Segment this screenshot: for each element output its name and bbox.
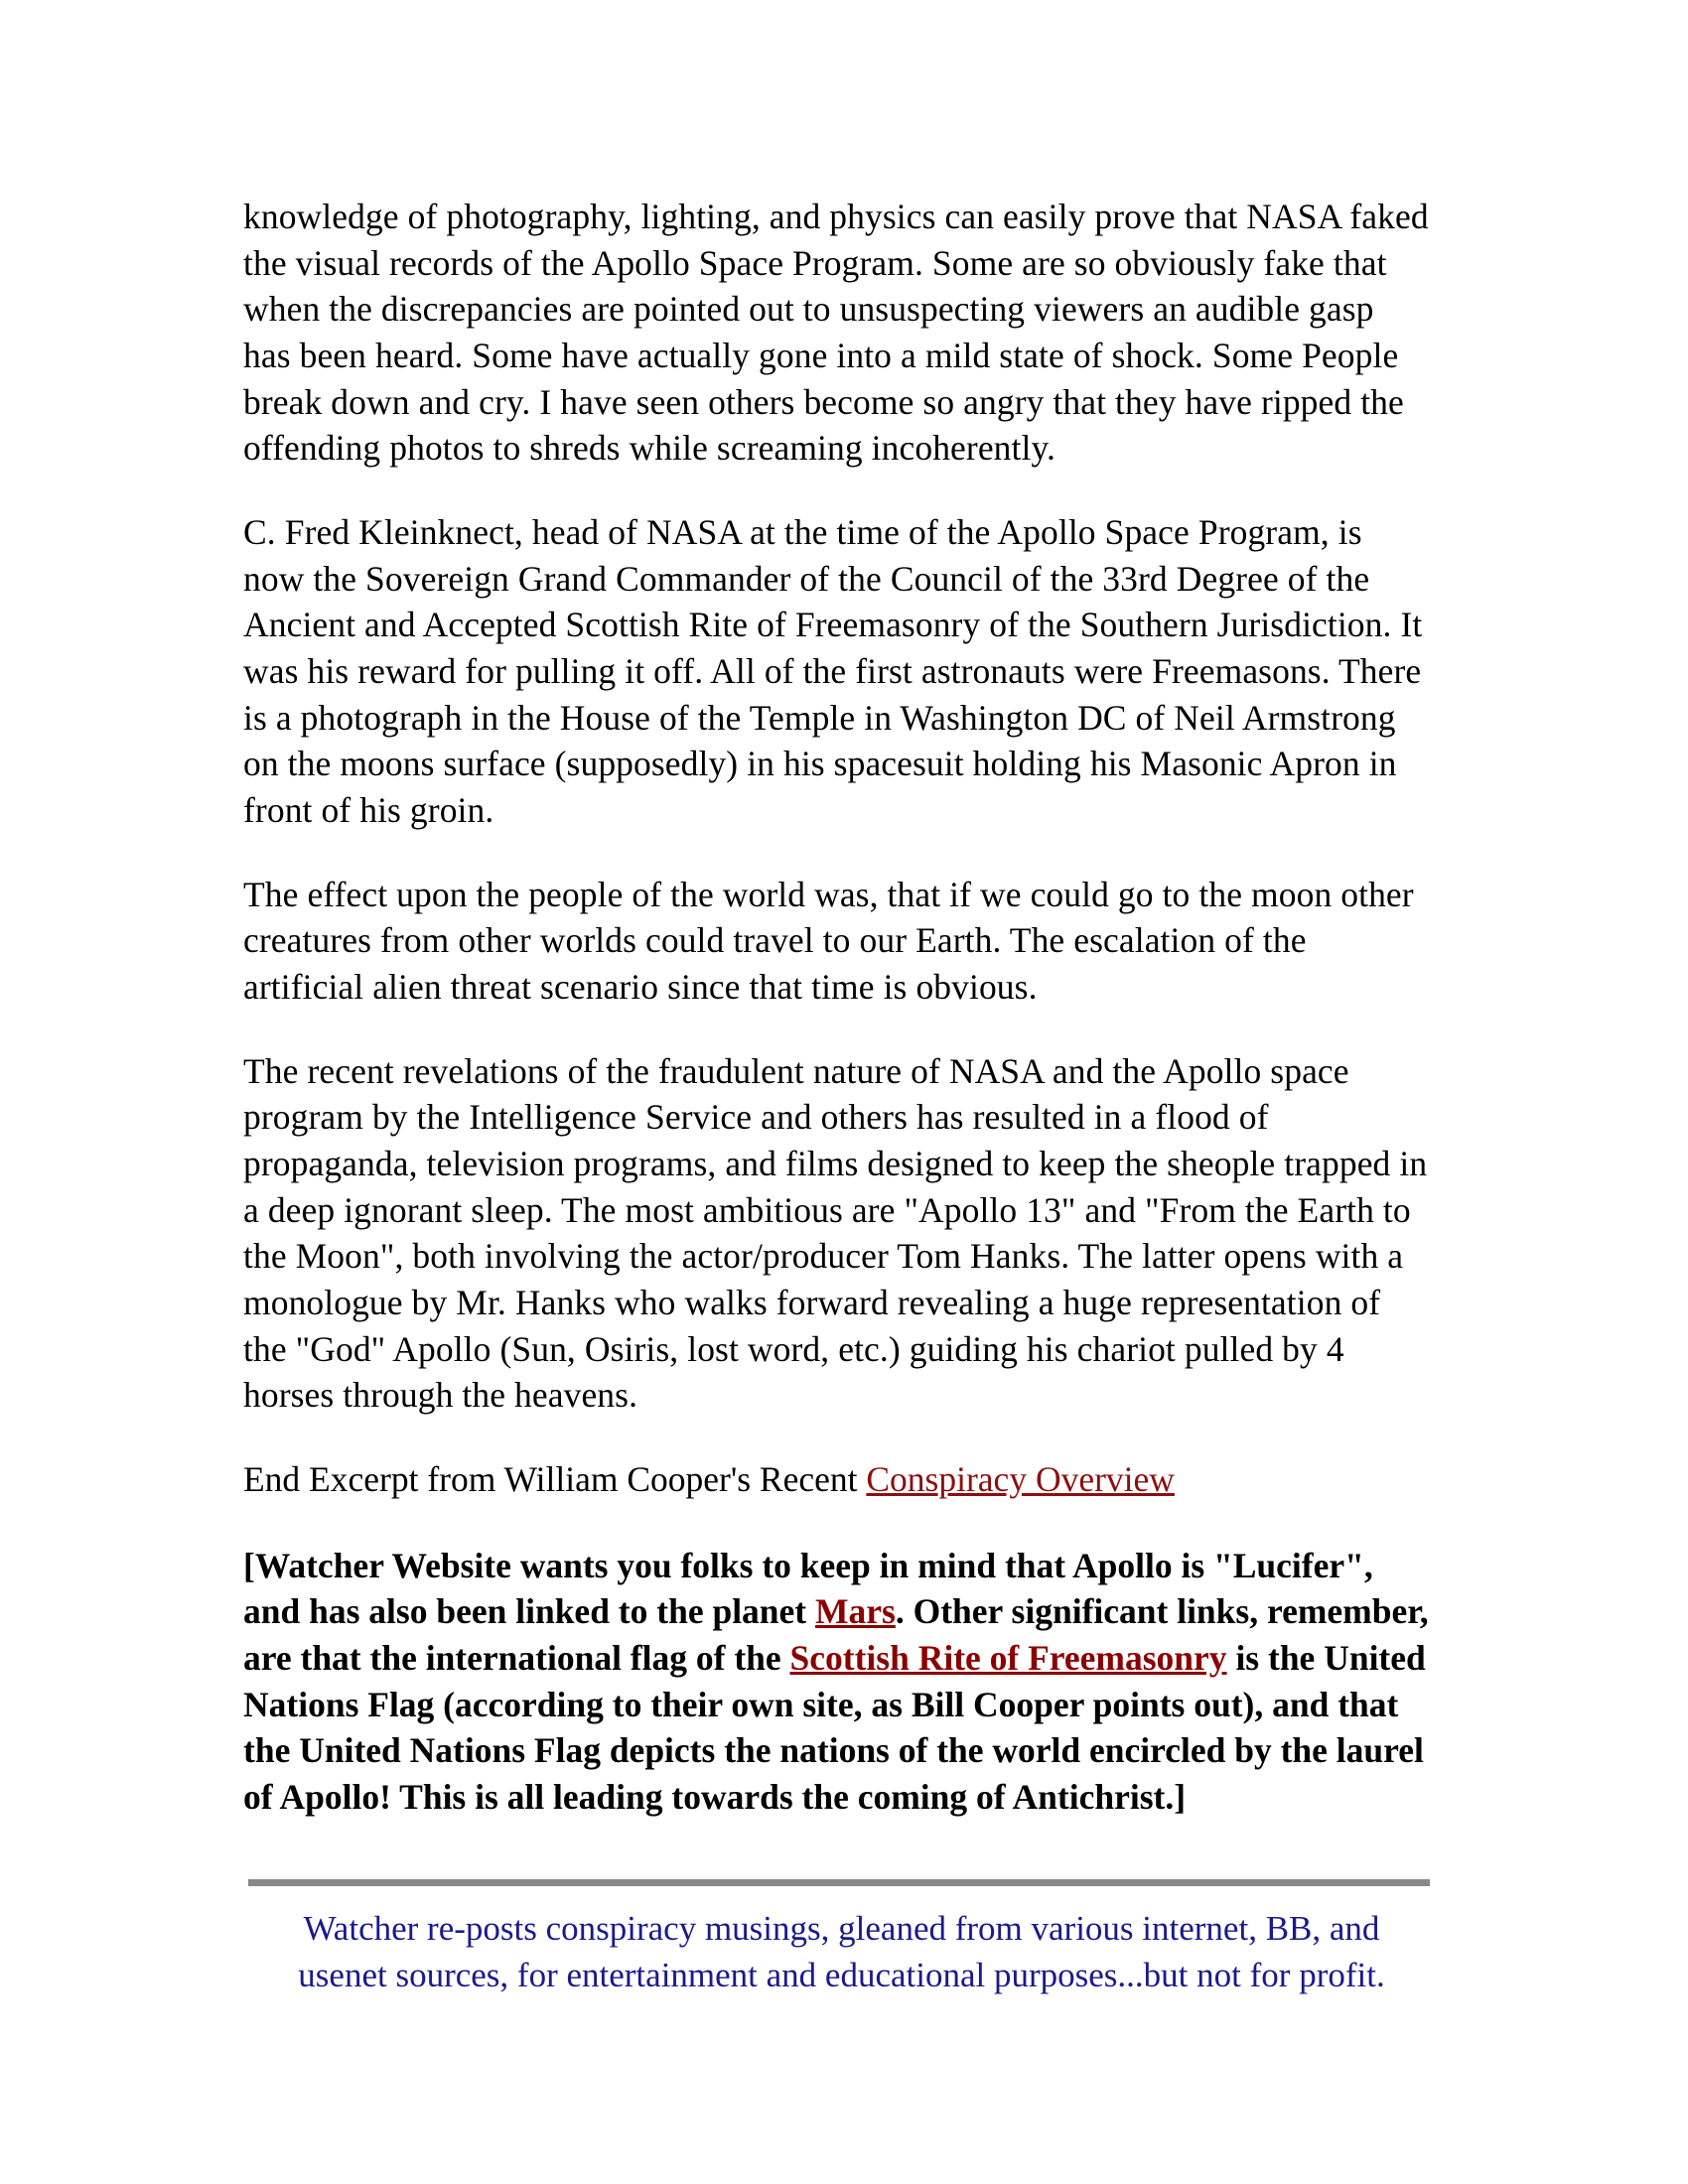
watcher-note-segment-1: [Watcher Website wants you folks to keep in mind that Apollo is "Lucifer", and has also been linked to the planet bbox=[243, 1545, 1373, 1632]
footer-disclaimer bbox=[243, 1906, 1440, 1998]
excerpt-end-line bbox=[243, 1456, 1430, 1503]
footer-line-1: Watcher re-posts conspiracy musings, gleaned from various internet, BB, and bbox=[303, 1909, 1380, 1948]
link-mars[interactable]: Mars bbox=[815, 1591, 896, 1632]
paragraph-effect-upon-people: The effect upon the people of the world was, that if we could go to the moon other creatures from other worlds could travel to our Earth. The escalation of the artificial alien threat scenario since that time is obvious. bbox=[243, 874, 1414, 1008]
watcher-note-segment-3: is the United Nations Flag (according to their own site, as Bill Cooper points out), and that the United Nations Flag depicts the nations of the world encircled by the laurel of Apollo! This is all leading towards the coming of Antichrist.] bbox=[243, 1638, 1426, 1818]
excerpt-end-lead-text: End Excerpt from William Cooper's Recent bbox=[243, 1459, 867, 1500]
link-conspiracy-overview[interactable]: Conspiracy Overview bbox=[866, 1459, 1175, 1500]
footer-line-2: usenet sources, for entertainment and educational purposes...but not for profit. bbox=[298, 1955, 1385, 1994]
document-body bbox=[243, 194, 1430, 1821]
link-scottish-rite-of-freemasonry[interactable]: Scottish Rite of Freemasonry bbox=[789, 1638, 1227, 1679]
paragraph-photography-knowledge: knowledge of photography, lighting, and physics can easily prove that NASA faked the visual records of the Apollo Space Program. Some are so obviously fake that when the discrepancies are pointed out to unsuspecting viewers an audible gasp has been heard. Some have actually gone into a mild state of shock. Some People break down and cry. I have seen others become so angry that they have ripped the offending photos to shreds while screaming incoherently. bbox=[243, 197, 1429, 469]
paragraph-kleinknect: C. Fred Kleinknect, head of NASA at the time of the Apollo Space Program, is now the Sovereign Grand Commander of the Council of the 33rd Degree of the Ancient and Accepted Scottish Rite of Freemasonry of the Southern Jurisdiction. It was his reward for pulling it off. All of the first astronauts were Freemasons. There is a photograph in the House of the Temple in Washington DC of Neil Armstrong on the moons surface (supposedly) in his spacesuit holding his Masonic Apron in front of his groin. bbox=[243, 512, 1423, 831]
paragraph-recent-revelations: The recent revelations of the fraudulent nature of NASA and the Apollo space program by the Intelligence Service and others has resulted in a flood of propaganda, television programs, and films designed to keep the sheople trapped in a deep ignorant sleep. The most ambitious are "Apollo 13" and "From the Earth to the Moon", both involving the actor/producer Tom Hanks. The latter opens with a monologue by Mr. Hanks who walks forward revealing a huge representation of the "God" Apollo (Sun, Osiris, lost word, etc.) guiding his chariot pulled by 4 horses through the heavens. bbox=[243, 1050, 1428, 1416]
horizontal-rule bbox=[248, 1879, 1430, 1886]
footer-divider-wrap bbox=[248, 1879, 1430, 1886]
watcher-note-paragraph bbox=[243, 1543, 1430, 1821]
watcher-note-segment-2: . Other significant links, remember, are that the international flag of the bbox=[243, 1591, 1429, 1679]
